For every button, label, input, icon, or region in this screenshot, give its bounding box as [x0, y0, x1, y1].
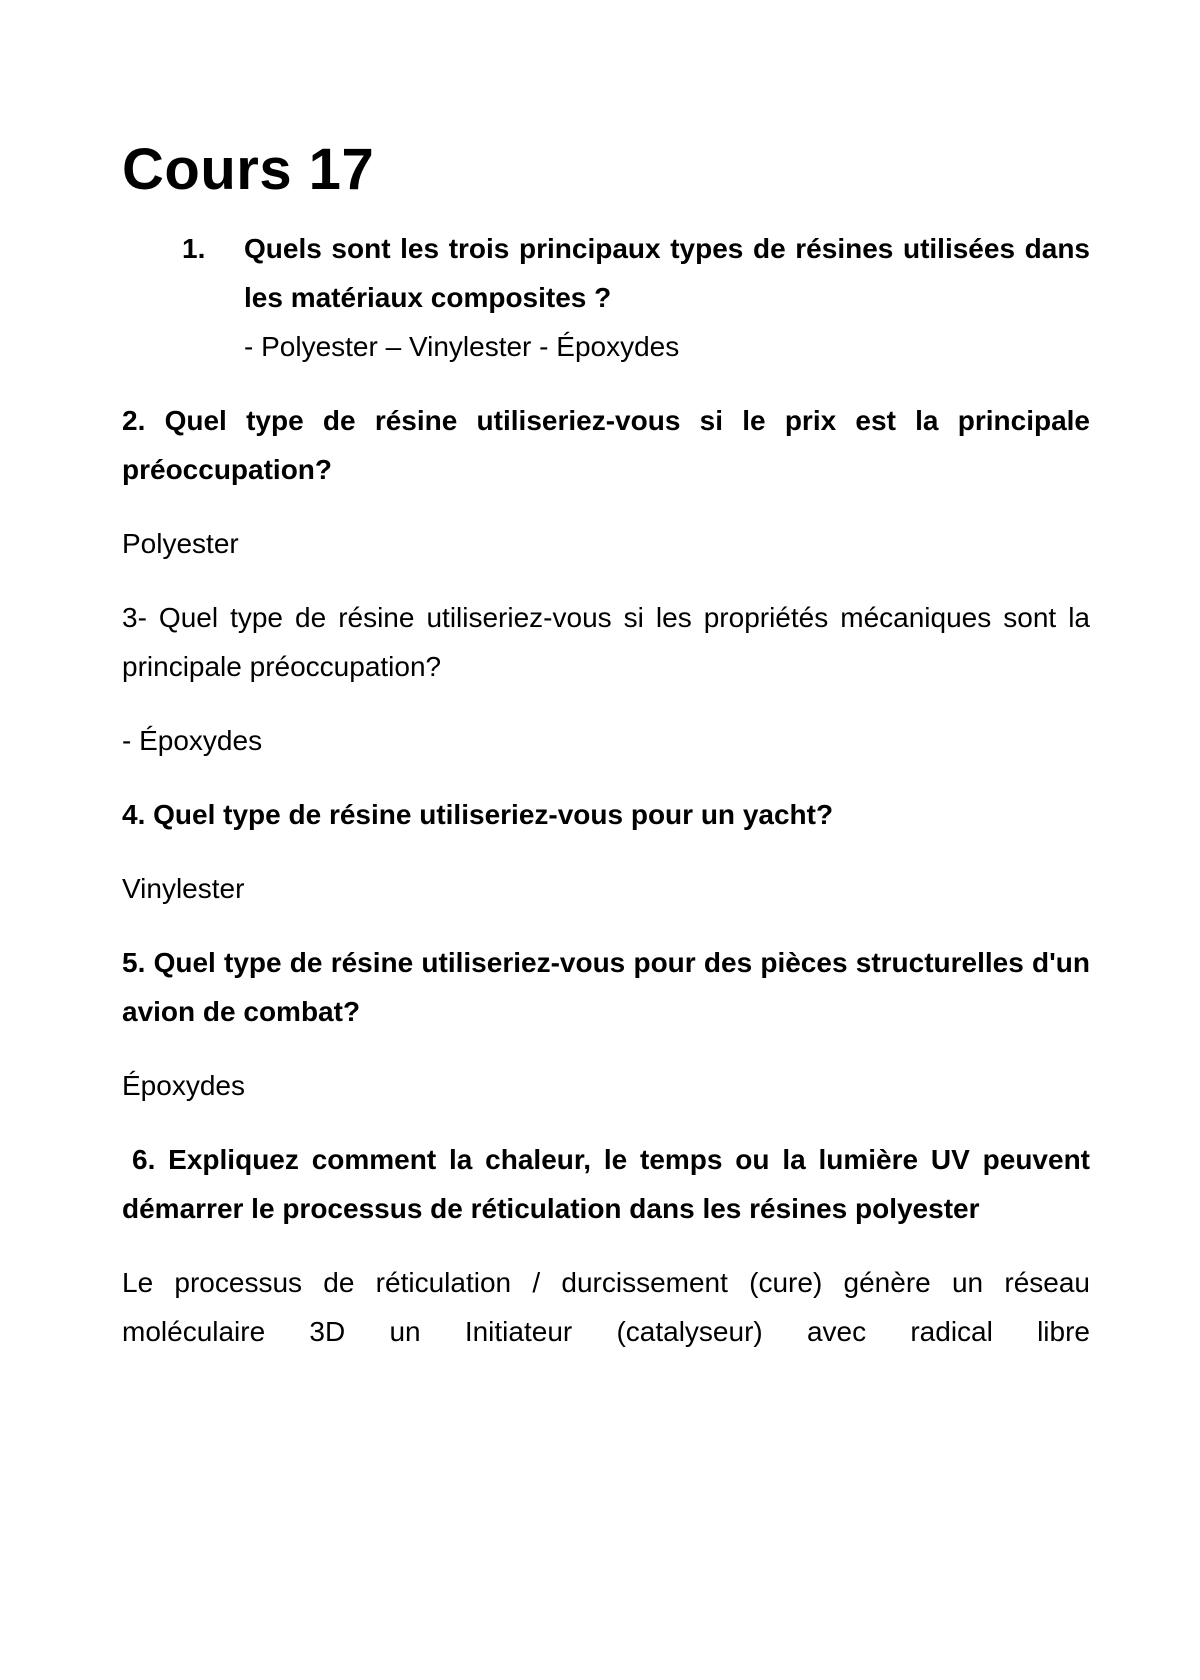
page-title: Cours 17	[122, 137, 375, 202]
question-1-number: 1.	[182, 233, 206, 264]
question-1-text: Quels sont les trois principaux types de résines utilisées dans les matériaux composites ?	[244, 233, 1090, 313]
answer-5: Époxydes	[122, 1070, 245, 1101]
question-4: 4. Quel type de résine utiliseriez-vous pour un yacht?	[122, 799, 834, 830]
answer-6: Le processus de réticulation / durcissement (cure) génère un réseau moléculaire 3D un Initiateur (catalyseur) avec radical libre	[122, 1267, 1090, 1347]
answer-1: - Polyester – Vinylester - Époxydes	[244, 331, 680, 362]
answer-2: Polyester	[122, 528, 239, 559]
answer-4: Vinylester	[122, 873, 245, 904]
question-2: 2. Quel type de résine utiliseriez-vous si le prix est la principale préoccupation?	[122, 405, 1090, 485]
question-3: 3- Quel type de résine utiliseriez-vous si les propriétés mécaniques sont la principale préoccupation?	[122, 602, 1090, 682]
document-page	[122, 130, 1090, 1356]
question-6: 6. Expliquez comment la chaleur, le temps ou la lumière UV peuvent démarrer le processus de réticulation dans les résines polyester	[122, 1144, 1090, 1224]
question-1	[122, 224, 1090, 371]
answer-3: - Époxydes	[122, 725, 263, 756]
question-5: 5. Quel type de résine utiliseriez-vous pour des pièces structurelles d'un avion de combat?	[122, 947, 1090, 1027]
